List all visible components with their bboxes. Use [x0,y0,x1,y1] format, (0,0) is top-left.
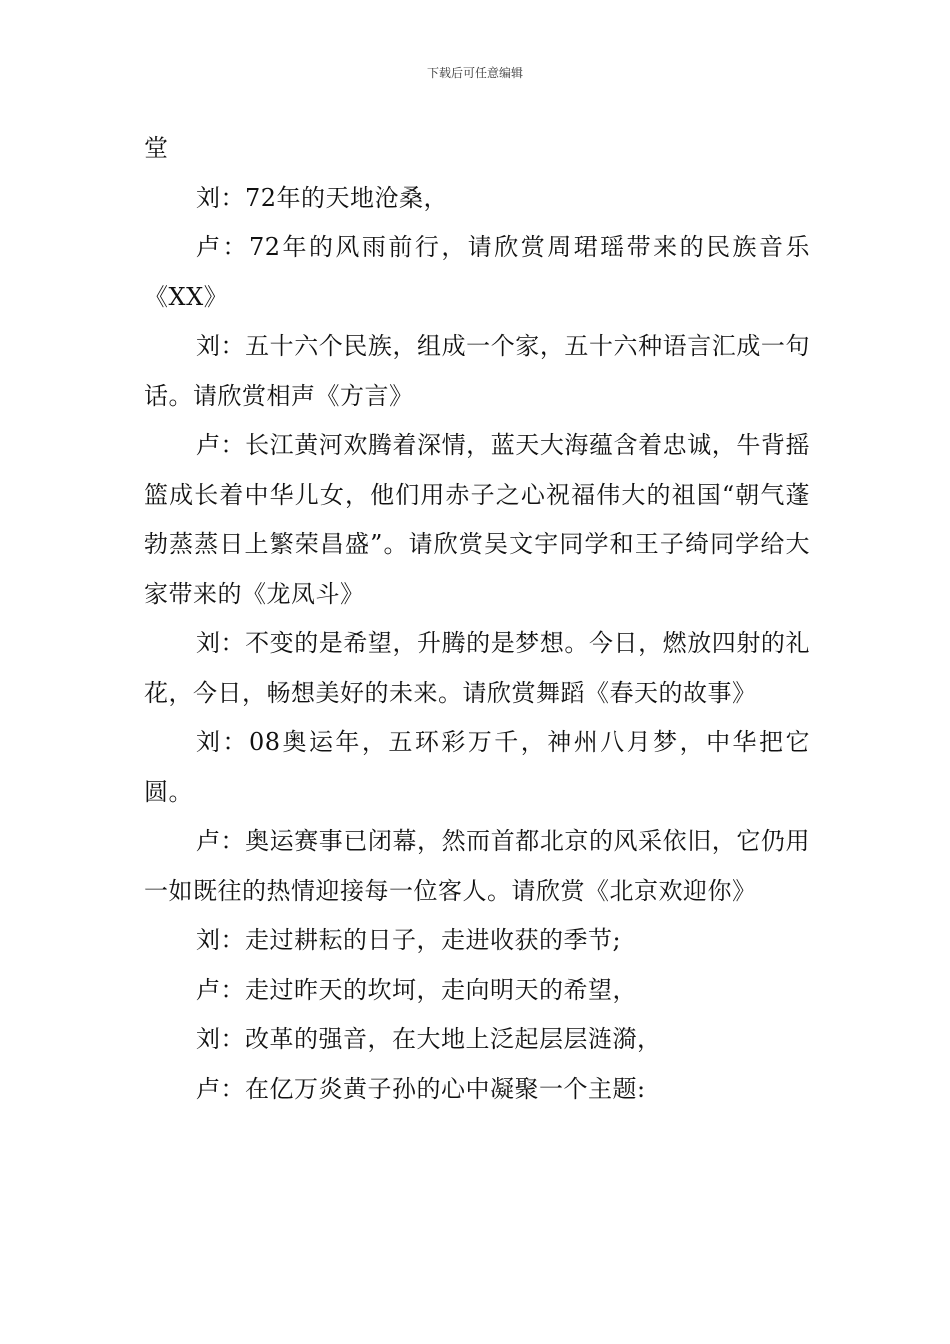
dialogue-line: 刘：改革的强音，在大地上泛起层层涟漪， [196,1025,662,1053]
dialogue-line: 卢：在亿万炎黄子孙的心中凝聚一个主题: [196,1074,646,1103]
paragraph-continuation: 堂 [144,134,169,162]
document-body [144,124,810,1114]
dialogue-line: 刘：72年的天地沧桑， [196,183,449,212]
dialogue-line: 卢：走过昨天的坎坷，走向明天的希望， [196,975,637,1004]
dialogue-line: 卢：长江黄河欢腾着深情，蓝天大海蕴含着忠诚，牛背摇篮成长着中华儿女，他们用赤子之心祝福伟大的祖国“朝气蓬勃蒸蒸日上繁荣昌盛”。请欣赏吴文宇同学和王子绮同学给大家带来的《龙凤斗》 [144,431,810,608]
dialogue-line: 刘：08奥运年，五环彩万千，神州八月梦，中华把它圆。 [144,728,810,806]
dialogue-line: 刘：不变的是希望，升腾的是梦想。今日，燃放四射的礼花，今日，畅想美好的未来。请欣赏舞蹈《春天的故事》 [144,629,810,707]
dialogue-line: 刘：五十六个民族，组成一个家，五十六种语言汇成一句话。请欣赏相声《方言》 [144,332,810,410]
dialogue-line: 卢：72年的风雨前行，请欣赏周珺瑶带来的民族音乐《XX》 [144,233,810,311]
dialogue-line: 刘：走过耕耘的日子，走进收获的季节; [196,926,622,954]
page-header: 下载后可任意编辑 [426,66,523,80]
dialogue-line: 卢：奥运赛事已闭幕，然而首都北京的风采依旧，它仍用一如既往的热情迎接每一位客人。请欣赏《北京欢迎你》 [144,827,810,905]
